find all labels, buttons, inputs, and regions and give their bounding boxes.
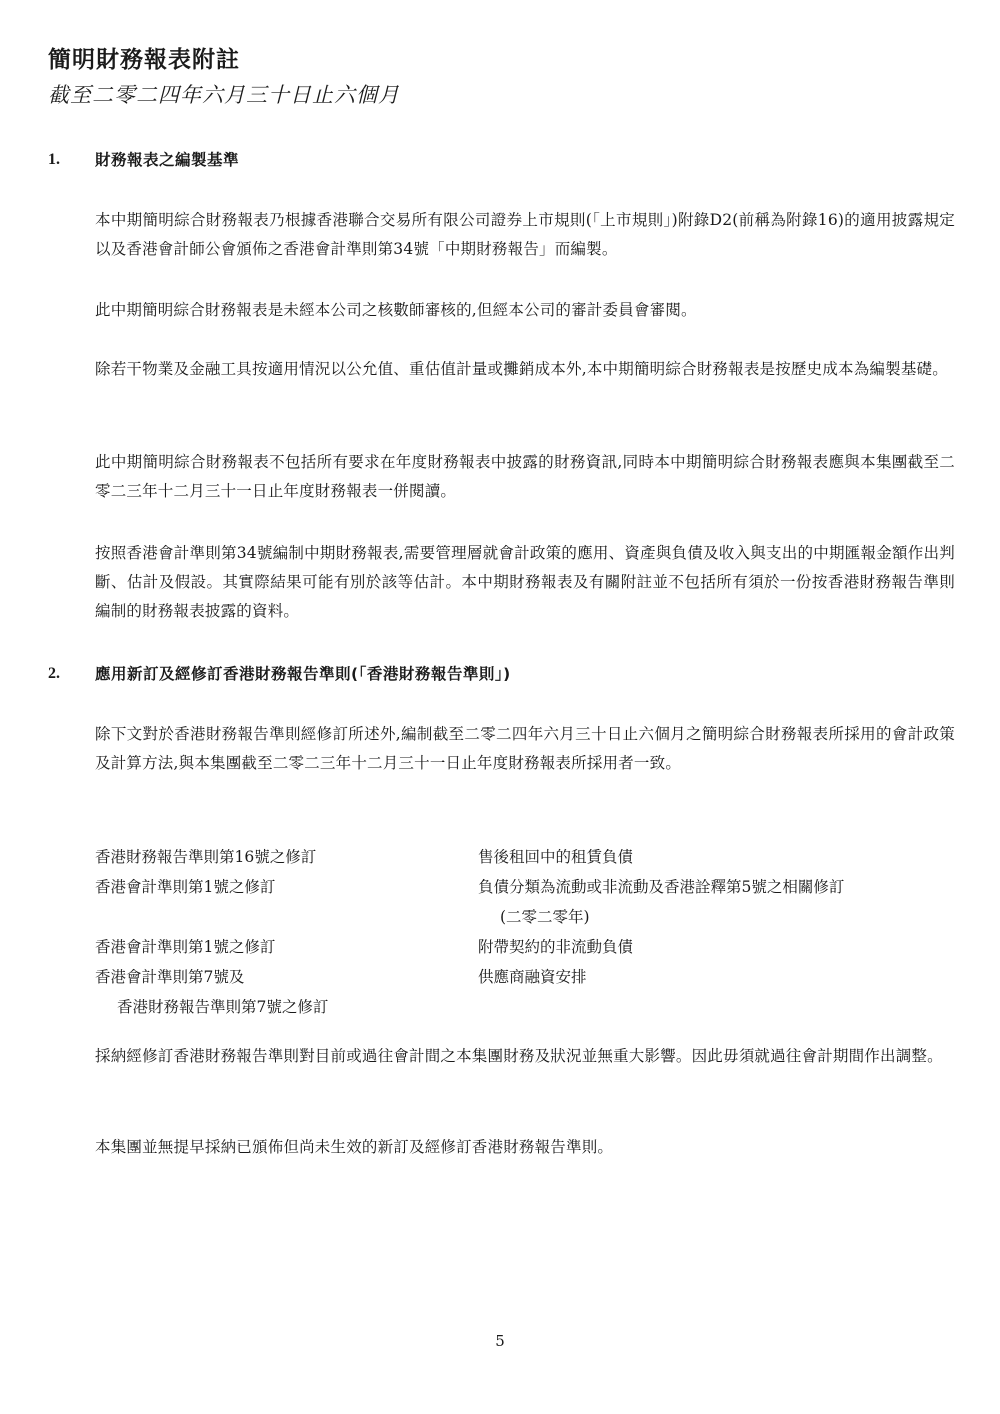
- standard-name: 香港會計準則第1號之修訂: [95, 878, 276, 896]
- standard-description: 售後租回中的租賃負債: [478, 848, 634, 866]
- standards-list: [95, 842, 955, 1022]
- page-number: 5: [495, 1332, 505, 1350]
- section-1-number: 1.: [48, 151, 60, 168]
- standard-name: 香港會計準則第1號之修訂: [95, 938, 276, 956]
- standard-name: 香港財務報告準則第16號之修訂: [95, 848, 317, 866]
- section-1-paragraph: 除若干物業及金融工具按適用情況以公允值、重估值計量或攤銷成本外,本中期簡明綜合財務報表是按歷史成本為編製基礎。: [95, 360, 948, 378]
- page-subtitle: 截至二零二四年六月三十日止六個月: [48, 83, 400, 107]
- standards-row: [95, 842, 955, 872]
- standard-description: 供應商融資安排: [478, 968, 587, 986]
- section-1-paragraph: 本中期簡明綜合財務報表乃根據香港聯合交易所有限公司證券上市規則(「上市規則」)附錄D2(前稱為附錄16)的適用披露規定以及香港會計師公會頒佈之香港會計準則第34號「中期財務報告」而編製。: [95, 211, 955, 258]
- section-2-closing: 本集團並無提早採納已頒佈但尚未生效的新訂及經修訂香港財務報告準則。: [95, 1138, 614, 1156]
- section-2-title: 應用新訂及經修訂香港財務報告準則(「香港財務報告準則」): [95, 665, 511, 683]
- section-1-paragraph: 此中期簡明綜合財務報表是未經本公司之核數師審核的,但經本公司的審計委員會審閱。: [95, 301, 697, 319]
- standard-description-line: 負債分類為流動或非流動及香港詮釋第5號之相關修訂: [478, 878, 845, 896]
- standard-description: [478, 872, 955, 932]
- page-title: 簡明財務報表附註: [48, 47, 240, 73]
- section-1-paragraph: 此中期簡明綜合財務報表不包括所有要求在年度財務報表中披露的財務資訊,同時本中期簡明綜合財務報表應與本集團截至二零二三年十二月三十一日止年度財務報表一併閱讀。: [95, 453, 955, 500]
- standard-name-line: 香港會計準則第7號及: [95, 968, 245, 986]
- standards-row: [95, 872, 955, 932]
- standard-description: 附帶契約的非流動負債: [478, 938, 634, 956]
- standards-row: [95, 932, 955, 962]
- standard-name-line: 香港財務報告準則第7號之修訂: [117, 998, 329, 1016]
- section-1-paragraph: 按照香港會計準則第34號編制中期財務報表,需要管理層就會計政策的應用、資產與負債及收入與支出的中期匯報金額作出判斷、估計及假設。其實際結果可能有別於該等估計。本中期財務報表及有關附註並不包括所有須於一份按香港財務報告準則編制的財務報表披露的資料。: [95, 544, 955, 620]
- section-2-intro: 除下文對於香港財務報告準則經修訂所述外,編制截至二零二四年六月三十日止六個月之簡明綜合財務報表所採用的會計政策及計算方法,與本集團截至二零二三年十二月三十一日止年度財務報表所採用者一致。: [95, 725, 955, 772]
- section-2-number: 2.: [48, 665, 60, 682]
- section-2-closing: 採納經修訂香港財務報告準則對目前或過往會計間之本集團財務及狀況並無重大影響。因此毋須就過往會計期間作出調整。: [95, 1047, 943, 1065]
- standards-row: [95, 962, 955, 1022]
- standard-name: [95, 962, 478, 1022]
- standard-description-line: (二零二零年): [500, 908, 590, 926]
- section-1-title: 財務報表之編製基準: [95, 151, 240, 169]
